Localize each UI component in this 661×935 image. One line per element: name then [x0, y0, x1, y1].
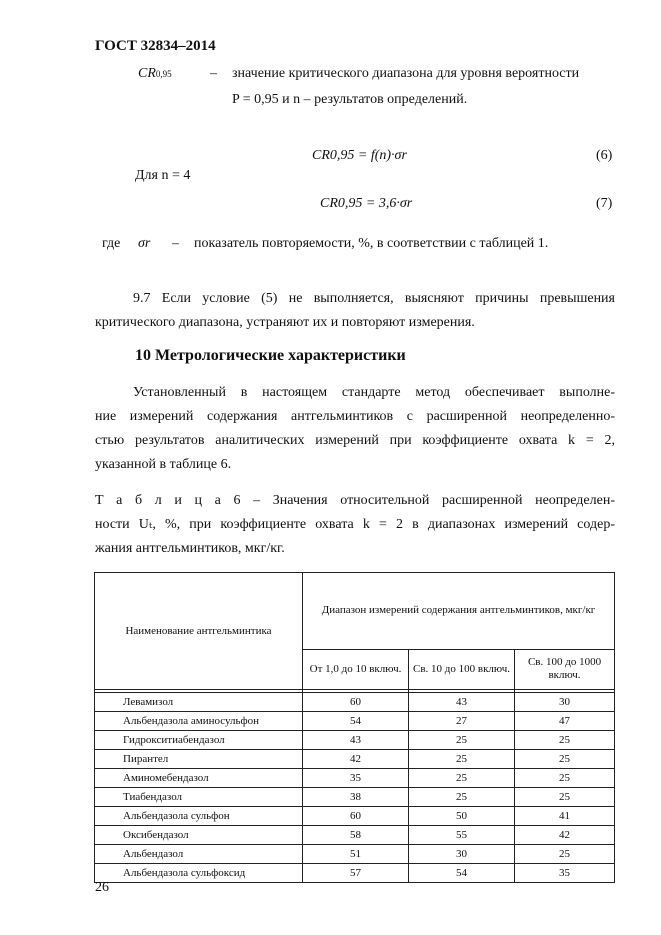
sigma-symbol: σr [138, 236, 151, 251]
paragraph-line: указанной в таблице 6. [95, 457, 232, 472]
definition-line-1: значение критического диапазона для уровня вероятности [232, 66, 580, 81]
formula-7: CR0,95 = 3,6·σr [320, 196, 413, 211]
range-subheader-2: Св. 10 до 100 включ. [409, 649, 515, 689]
value-range-3: 41 [515, 807, 615, 826]
for-n-text: Для n = 4 [135, 168, 191, 183]
antihelminthic-name: Тиабендазол [95, 788, 303, 807]
section-title: 10 Метрологические характеристики [135, 347, 406, 364]
where-prefix: где [102, 236, 121, 251]
value-range-3: 47 [515, 712, 615, 731]
value-range-2: 25 [409, 750, 515, 769]
document-header: ГОСТ 32834–2014 [95, 38, 216, 54]
value-range-3: 25 [515, 788, 615, 807]
antihelminthic-name: Пирантел [95, 750, 303, 769]
value-range-2: 25 [409, 788, 515, 807]
table-row [95, 731, 615, 750]
value-range-1: 57 [303, 864, 409, 883]
caption-line: ности Uₜ, %, при коэффициенте охвата k = 2 в диапазонах измерений содер- [95, 517, 615, 532]
paragraph-line: критического диапазона, устраняют их и повторяют измерения. [95, 315, 475, 330]
antihelminthic-name: Левамизол [95, 693, 303, 712]
value-range-1: 51 [303, 845, 409, 864]
range-column-header: Диапазон измерений содержания антгельминтиков, мкг/кг [303, 573, 615, 650]
range-subheader-1: От 1,0 до 10 включ. [303, 649, 409, 689]
table-row [95, 845, 615, 864]
value-range-1: 58 [303, 826, 409, 845]
value-range-3: 35 [515, 864, 615, 883]
value-range-2: 43 [409, 693, 515, 712]
paragraph-10 [95, 381, 615, 477]
paragraph-line: ние измерений содержания антгельминтиков с расширенной неопределенно- [95, 409, 615, 424]
definition-line-2: P = 0,95 и n – результатов определений. [232, 92, 468, 107]
value-range-2: 30 [409, 845, 515, 864]
value-range-3: 25 [515, 845, 615, 864]
value-range-3: 25 [515, 769, 615, 788]
value-range-1: 43 [303, 731, 409, 750]
value-range-1: 54 [303, 712, 409, 731]
antihelminthic-name: Альбендазола сульфоксид [95, 864, 303, 883]
table-row [95, 826, 615, 845]
table-row [95, 769, 615, 788]
table-row [95, 750, 615, 769]
table-row [95, 788, 615, 807]
cr-symbol [138, 66, 172, 82]
value-range-2: 25 [409, 731, 515, 750]
name-column-header: Наименование антгельминтика [95, 573, 303, 690]
paragraph-line: стью результатов аналитических измерений при коэффициенте охвата k = 2, [95, 433, 615, 448]
value-range-1: 60 [303, 693, 409, 712]
cr-symbol-subscript: 0,95 [155, 69, 172, 79]
range-subheader-3: Св. 100 до 1000 включ. [515, 649, 615, 689]
caption-line: жания антгельминтиков, мкг/кг. [95, 541, 285, 556]
definition-dash: – [210, 66, 217, 81]
where-dash: – [172, 236, 179, 251]
value-range-1: 60 [303, 807, 409, 826]
value-range-2: 50 [409, 807, 515, 826]
value-range-1: 38 [303, 788, 409, 807]
antihelminthic-name: Альбендазола сульфон [95, 807, 303, 826]
value-range-2: 25 [409, 769, 515, 788]
formula-7-number: (7) [596, 196, 613, 211]
table-row [95, 807, 615, 826]
value-range-3: 30 [515, 693, 615, 712]
antihelminthic-name: Альбендазола аминосульфон [95, 712, 303, 731]
where-text: показатель повторяемости, %, в соответствии с таблицей 1. [194, 236, 549, 251]
value-range-3: 25 [515, 750, 615, 769]
table-caption [95, 489, 615, 561]
caption-line: Т а б л и ц а 6 – Значения относительной расширенной неопределен- [95, 493, 615, 508]
antihelminthic-name: Альбендазол [95, 845, 303, 864]
table-row [95, 693, 615, 712]
table-row [95, 864, 615, 883]
value-range-2: 54 [409, 864, 515, 883]
formula-6-number: (6) [596, 148, 613, 163]
paragraph-line: 9.7 Если условие (5) не выполняется, выясняют причины превышения [133, 291, 615, 306]
paragraph-9-7 [95, 287, 615, 335]
formula-6: CR0,95 = f(n)·σr [312, 148, 407, 163]
cr-symbol-letters: CR [138, 66, 156, 81]
value-range-2: 55 [409, 826, 515, 845]
value-range-1: 35 [303, 769, 409, 788]
antihelminthic-name: Гидрокситиабендазол [95, 731, 303, 750]
antihelminthic-name: Оксибендазол [95, 826, 303, 845]
value-range-3: 42 [515, 826, 615, 845]
value-range-2: 27 [409, 712, 515, 731]
paragraph-line: Установленный в настоящем стандарте метод обеспечивает выполне- [133, 385, 615, 400]
value-range-1: 42 [303, 750, 409, 769]
table-row [95, 712, 615, 731]
antihelminthic-name: Аминомебендазол [95, 769, 303, 788]
metrology-table [94, 572, 615, 883]
value-range-3: 25 [515, 731, 615, 750]
page-number: 26 [95, 880, 109, 895]
